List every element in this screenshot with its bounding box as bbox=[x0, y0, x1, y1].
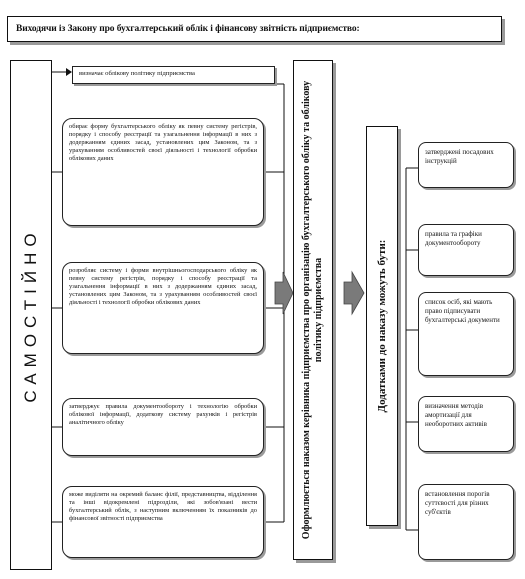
appendix-column bbox=[366, 126, 398, 526]
action-text: розробляє систему і форми внутрішньогосподарського обліку як певну систему регістрів, порядку і способу реєстрації та узагальнення інформації в них з додержанням єдиних засад, установлених цим Законом, та з урахуванням особливостей своєї діяльності і технології обробки облікових даних bbox=[69, 267, 257, 306]
appendix-box bbox=[418, 484, 514, 560]
action-text: обирає форму бухгалтерського обліку як певну систему регістрів, порядку і способу реєстрації та узагальнення інформації в них з додержанням єдиних засад, установлених цим Законом, та з урахуванням особливостей своєї діяльності і технології обробки облікових даних bbox=[69, 123, 257, 162]
action-box bbox=[62, 118, 264, 226]
action-box bbox=[72, 66, 275, 84]
appendix-text: затверджені посадових інструкцій bbox=[425, 148, 494, 165]
appendix-box bbox=[418, 396, 514, 452]
appendix-text: визначення методів амортизації для необоротних активів bbox=[425, 402, 487, 428]
order-label: Оформлюється наказом керівника підприємства про організацію бухгалтерського обліку та облікову політику підприємства bbox=[301, 80, 324, 540]
action-text: може виділяти на окремий баланс філії, представництва, відділення та інші відокремлені підрозділи, які зобов'язані вести бухгалтерський облік, з наступним включенням їх показників до фінансової звітності підприємства bbox=[69, 491, 257, 522]
appendix-text: список осіб, які мають право підписувати бухгалтерські документи bbox=[425, 298, 500, 324]
appendix-box bbox=[418, 142, 514, 188]
appendix-text: правила та графіки документообороту bbox=[425, 230, 482, 247]
action-text: визначає облікову політику підприємства bbox=[79, 70, 195, 77]
appendix-label: Додатками до наказу можуть бути: bbox=[376, 239, 388, 413]
appendix-box bbox=[418, 292, 514, 376]
appendix-box bbox=[418, 224, 514, 276]
independence-column bbox=[10, 60, 52, 570]
action-box bbox=[62, 398, 264, 456]
appendix-text: встановлення порогів суттєвості для різних суб'єктів bbox=[425, 490, 490, 516]
action-text: затверджує правила документообороту і технологію обробки облікової інформації, додаткову систему рахунків і регістрів аналітичного обліку bbox=[69, 403, 257, 426]
action-box bbox=[62, 486, 264, 558]
header-title: Виходячи із Закону про бухгалтерський облік і фінансову звітність підприємство: bbox=[16, 24, 360, 34]
block-arrow-icon bbox=[344, 272, 364, 314]
independence-label: САМОСТІЙНО bbox=[21, 227, 40, 403]
action-box bbox=[62, 262, 264, 354]
order-column bbox=[293, 60, 333, 560]
